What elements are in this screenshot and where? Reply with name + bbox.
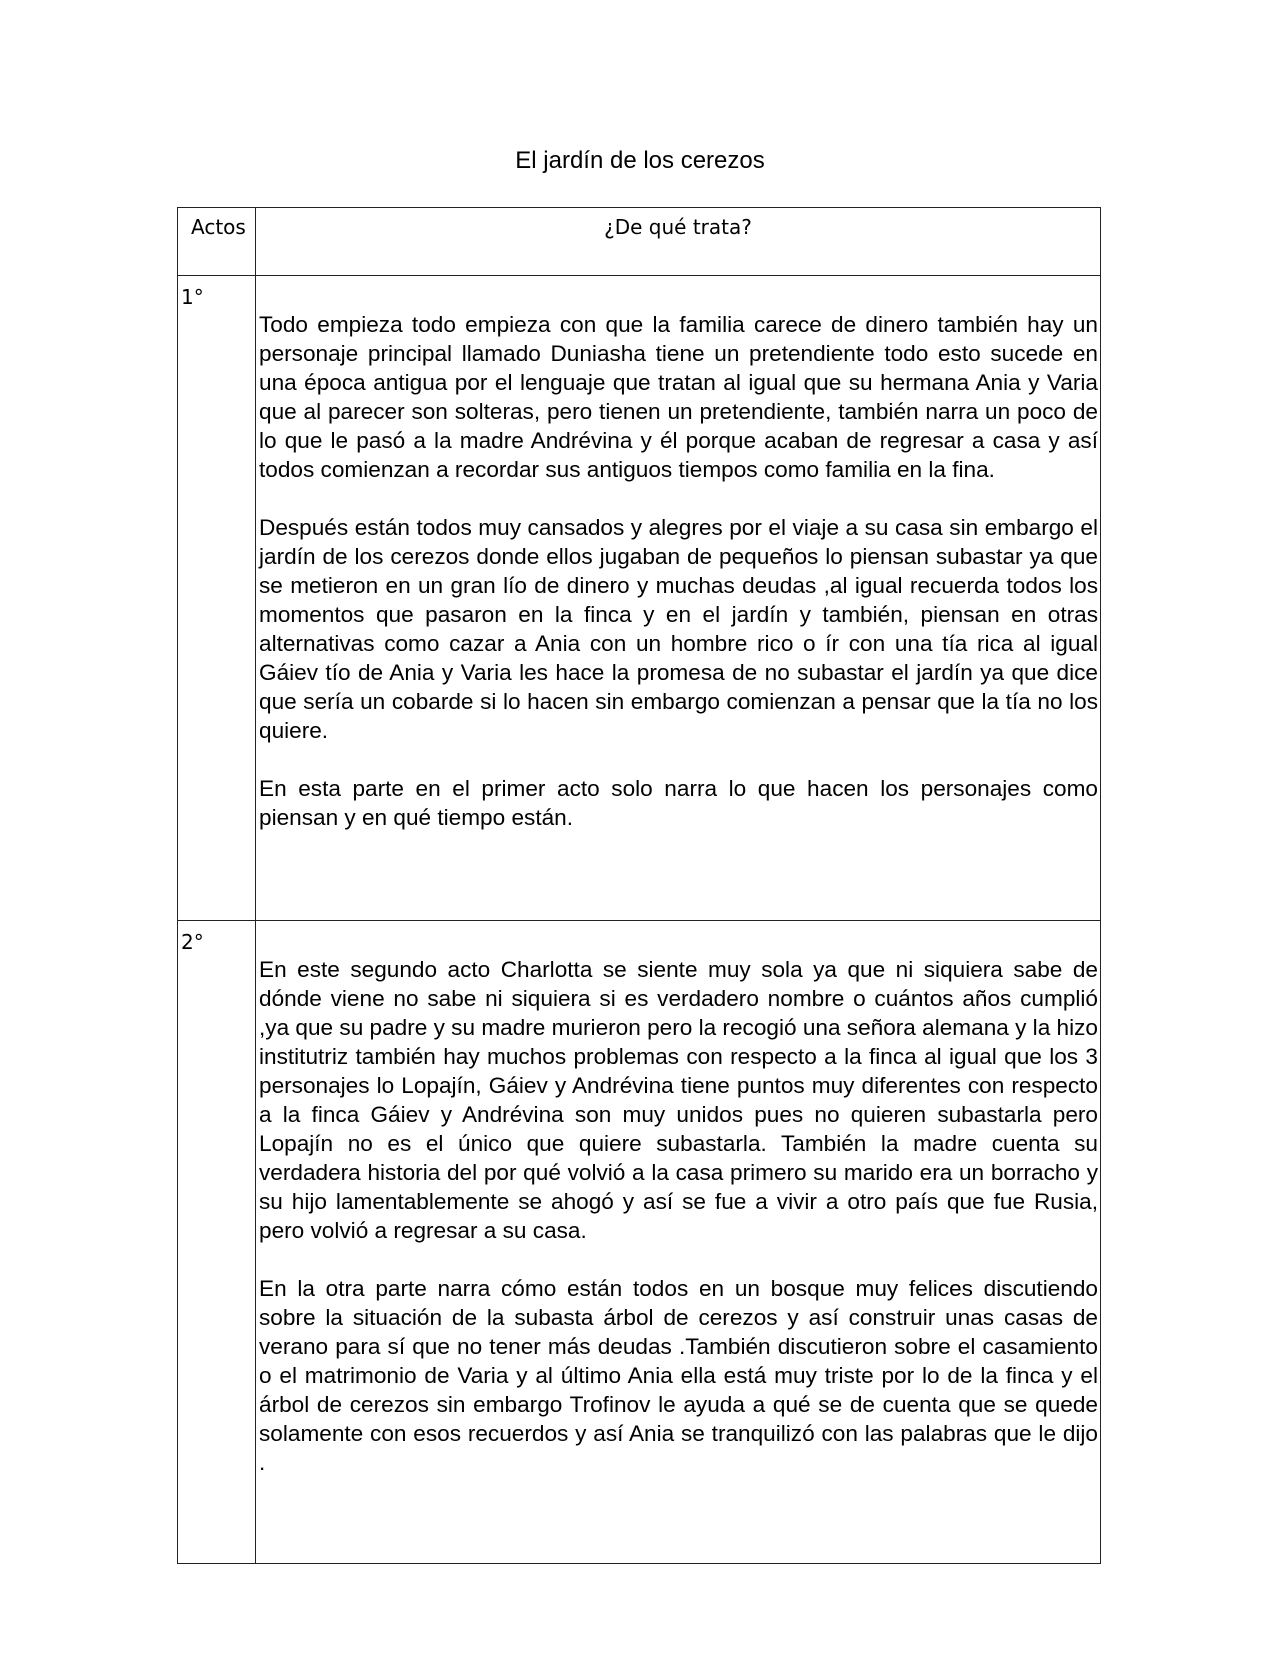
act-number: 2°: [178, 921, 256, 1564]
act-description: [256, 921, 1101, 1564]
table-row: [178, 276, 1101, 921]
document-title: El jardín de los cerezos: [515, 147, 765, 174]
description-paragraph: En este segundo acto Charlotta se siente muy sola ya que ni siquiera sabe de dónde viene no sabe ni siquiera si es verdadero nombre o cuántos años cumplió ,ya que su padre y su madre murieron pero la recogió una señora alemana y la hizo institutriz también hay muchos problemas con respecto a la finca al igual que los 3 personajes lo Lopajín, Gáiev y Andrévina tiene puntos muy diferentes con respecto a la finca Gáiev y Andrévina son muy unidos pues no quieren subastarla pero Lopajín no es el único que quiere subastarla. También la madre cuenta su verdadera historia del por qué volvió a la casa primero su marido era un borracho y su hijo lamentablemente se ahogó y así se fue a vivir a otro país que fue Rusia, pero volvió a regresar a su casa.: [259, 957, 1098, 1243]
table-header-row: [178, 208, 1101, 276]
table-row: [178, 921, 1101, 1564]
description-paragraph: Después están todos muy cansados y alegres por el viaje a su casa sin embargo el jardín de los cerezos donde ellos jugaban de pequeños lo piensan subastar ya que se metieron en un gran lío de dinero y muchas deudas ,al igual recuerda todos los momentos que pasaron en la finca y en el jardín y también, piensan en otras alternativas como cazar a Ania con un hombre rico o ír con una tía rica al igual Gáiev tío de Ania y Varia les hace la promesa de no subastar el jardín ya que dice que sería un cobarde si lo hacen sin embargo comienzan a pensar que la tía no los quiere.: [259, 515, 1098, 743]
header-acts: Actos: [178, 208, 256, 276]
act-description: [256, 276, 1101, 921]
description-paragraph: Todo empieza todo empieza con que la familia carece de dinero también hay un personaje principal llamado Duniasha tiene un pretendiente todo esto sucede en una época antigua por el lenguaje que tratan al igual que su hermana Ania y Varia que al parecer son solteras, pero tienen un pretendiente, también narra un poco de lo que le pasó a la madre Andrévina y él porque acaban de regresar a casa y así todos comienzan a recordar sus antiguos tiempos como familia en la fina.: [259, 312, 1098, 482]
acts-table: [177, 207, 1101, 1564]
description-paragraph: En esta parte en el primer acto solo narra lo que hacen los personajes como piensan y en qué tiempo están.: [259, 776, 1098, 830]
act-number: 1°: [178, 276, 256, 921]
description-paragraph: En la otra parte narra cómo están todos en un bosque muy felices discutiendo sobre la situación de la subasta árbol de cerezos y así construir unas casas de verano para sí que no tener más deudas .También discutieron sobre el casamiento o el matrimonio de Varia y al último Ania ella está muy triste por lo de la finca y el árbol de cerezos sin embargo Trofinov le ayuda a qué se de cuenta que se quede solamente con esos recuerdos y así Ania se tranquilizó con las palabras que le dijo .: [259, 1276, 1098, 1475]
header-description: ¿De qué trata?: [256, 208, 1101, 276]
